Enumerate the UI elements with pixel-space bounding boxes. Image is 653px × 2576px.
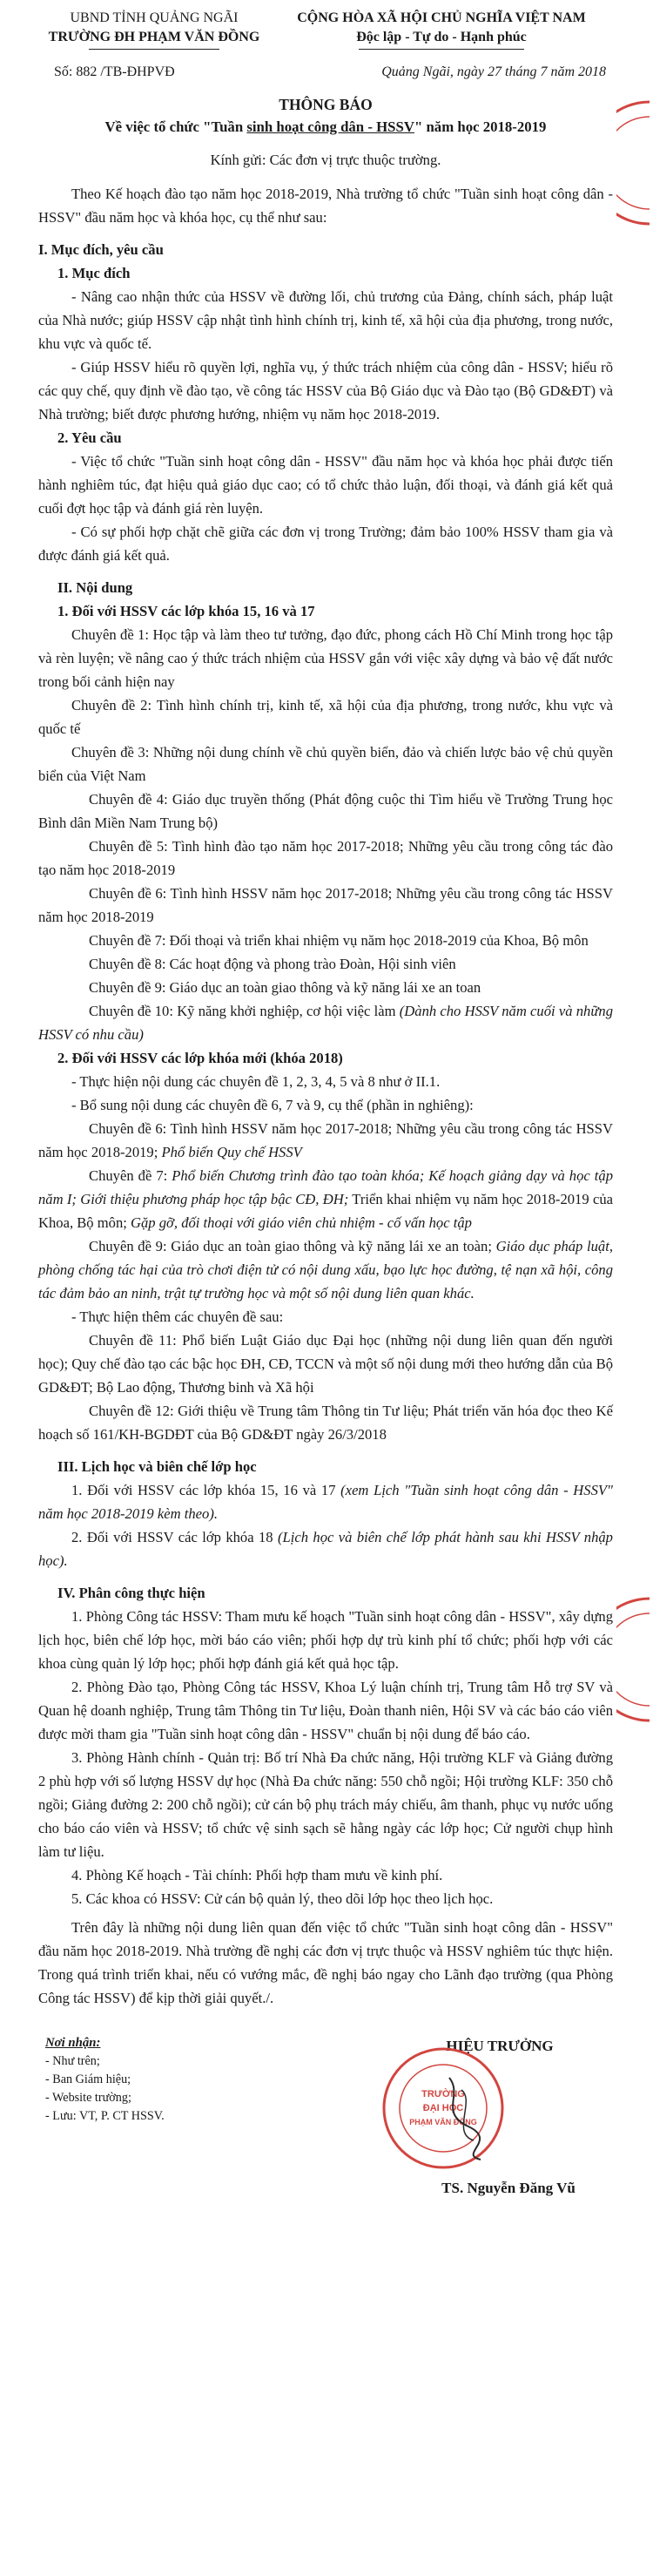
topic-item	[38, 1234, 613, 1305]
paragraph: - Nâng cao nhận thức của HSSV về đường lối, chủ trương của Đảng, chính sách, pháp luật của Nhà nước; giúp HSSV cập nhật tình hình chính trị, kinh tế, xã hội của địa phương, trong nước, khu vực và quốc tế.	[38, 288, 613, 352]
topic-text: Chuyên đề 10: Kỹ năng khởi nghiệp, cơ hội việc làm	[89, 1003, 400, 1019]
paragraph-note: (xem Lịch "Tuần sinh hoạt công dân - HSSV" năm học 2018-2019 kèm theo).	[38, 1482, 613, 1522]
section-heading: I. Mục đích, yêu cầu	[38, 241, 164, 258]
recipients-block	[38, 2034, 300, 2200]
recipient-item: - Ban Giám hiệu;	[45, 2072, 131, 2086]
topic-item: Chuyên đề 9: Giáo dục an toàn giao thông và kỹ năng lái xe an toan	[89, 979, 481, 996]
recipient-item: - Như trên;	[45, 2054, 100, 2068]
paragraph: - Việc tổ chức "Tuần sinh hoạt công dân - HSSV" đầu năm học và khóa học phải được tiến hành nghiêm túc, đạt hiệu quả giáo dục cao; có tổ chức thảo luận, đối thoại, và đánh giá kết quả cuối đợt học tập và đánh giá rèn luyện.	[38, 453, 613, 517]
paragraph: 3. Phòng Hành chính - Quản trị: Bố trí Nhà Đa chức năng, Hội trường KLF và Giảng đường 2 phù hợp với số lượng HSSV dự học (Nhà Đa chức năng: 550 chỗ ngồi; Hội trường KLF: 350 chỗ ngồi; Giảng đường 2: 200 chỗ ngồi); cử cán bộ phụ trách máy chiếu, âm thanh, phục vụ nước uống cho báo cáo viên và HSSV; tổ chức vệ sinh sạch sẽ hằng ngày các lớp học; Cử người chụp hình làm tư liệu.	[38, 1749, 613, 1860]
subject-text: Về việc tổ chức "Tuần	[104, 118, 247, 135]
paragraph: - Bổ sung nội dung các chuyên đề 6, 7 và 9, cụ thể (phần in nghiêng):	[71, 1097, 474, 1113]
issuer-name: TRƯỜNG ĐH PHẠM VĂN ĐỒNG	[48, 30, 260, 44]
signer-role: HIỆU TRƯỞNG	[446, 2038, 554, 2054]
paragraph-text: 1. Đối với HSSV các lớp khóa 15, 16 và 17	[71, 1482, 341, 1498]
topic-item	[38, 1164, 613, 1234]
topic-item: Chuyên đề 6: Tình hình HSSV năm học 2017-2018; Những yêu cầu trong công tác HSSV năm học 2018-2019	[38, 885, 613, 925]
topic-item: Chuyên đề 2: Tình hình chính trị, kinh tế, xã hội của địa phương, trong nước, khu vực và quốc tế	[38, 697, 613, 737]
subsection-heading: 2. Yêu cầu	[57, 429, 122, 446]
paragraph: 2. Phòng Đào tạo, Phòng Công tác HSSV, Khoa Lý luận chính trị, Trung tâm Hỗ trợ SV và Quan hệ doanh nghiệp, Trung tâm Thông tin Tư liệu, Đoàn thanh niên, Hội SV và các báo cáo viên được mời tham gia "Tuần sinh hoạt công dân - HSSV" chuẩn bị nội dung để báo cáo.	[38, 1679, 613, 1742]
topic-item: Chuyên đề 4: Giáo dục truyền thống (Phát động cuộc thi Tìm hiểu về Trường Trung học Bình dân Miền Nam Trung bộ)	[38, 791, 613, 831]
topic-text: Chuyên đề 6: Tình hình HSSV năm học 2017-2018; Những yêu cầu trong công tác HSSV năm học 2018-2019;	[38, 1120, 613, 1160]
topic-item: Chuyên đề 8: Các hoạt động và phong trào Đoàn, Hội sinh viên	[89, 956, 456, 972]
paragraph: 5. Các khoa có HSSV: Cử cán bộ quản lý, theo dõi lớp học theo lịch học.	[71, 1890, 494, 1907]
subject-text-underlined: sinh hoạt công dân - HSSV	[246, 118, 414, 135]
divider	[359, 49, 524, 50]
signature-block	[352, 2034, 613, 2200]
topic-item: Chuyên đề 7: Đối thoại và triển khai nhiệm vụ năm học 2018-2019 của Khoa, Bộ môn	[89, 932, 589, 949]
national-heading	[270, 9, 613, 53]
paragraph: 4. Phòng Kế hoạch - Tài chính: Phối hợp tham mưu về kinh phí.	[71, 1867, 443, 1883]
topic-note: Giáo dục pháp luật, phòng chống tác hại của trò chơi điện tử có nội dung xấu, bạo lực học đường, tệ nạn xã hội, công tác đảm bảo an ninh, trật tự trường học và một số nội dung liên quan khác.	[38, 1238, 613, 1302]
page-seal-edge-icon	[616, 98, 651, 228]
topic-text: Triển khai nhiệm vụ năm học 2018-2019 của Khoa, Bộ môn;	[38, 1191, 613, 1231]
closing-paragraph: Trên đây là những nội dung liên quan đến việc tổ chức "Tuần sinh hoạt công dân - HSSV" đầu năm học 2018-2019. Nhà trường đề nghị các đơn vị trực thuộc và HSSV nghiêm túc thực hiện. Trong quá trình triển khai, nếu có vướng mắc, đề nghị báo ngay cho Lãnh đạo trường (qua Phòng Công tác HSSV) để kịp thời giải quyết./.	[38, 1919, 613, 2006]
national-motto: Độc lập - Tự do - Hạnh phúc	[356, 30, 527, 44]
paragraph-text: 2. Đối với HSSV các lớp khóa 18	[71, 1529, 278, 1545]
recipient-item: - Lưu: VT, P. CT HSSV.	[45, 2109, 165, 2123]
topic-note: (Dành cho HSSV năm cuối và những HSSV có nhu cầu)	[38, 1003, 613, 1043]
subsection-heading: 2. Đối với HSSV các lớp khóa mới (khóa 2018)	[57, 1050, 343, 1066]
topic-item: Chuyên đề 5: Tình hình đào tạo năm học 2017-2018; Những yêu cầu trong công tác đào tạo năm học 2018-2019	[38, 838, 613, 878]
paragraph: - Thực hiện nội dung các chuyên đề 1, 2, 3, 4, 5 và 8 như ở II.1.	[71, 1073, 441, 1090]
paragraph: - Thực hiện thêm các chuyên đề sau:	[71, 1308, 284, 1325]
paragraph	[38, 1478, 613, 1525]
page-seal-edge-icon	[616, 1594, 651, 1725]
document-header	[38, 0, 613, 53]
document-footer	[38, 2034, 613, 2200]
document-title: THÔNG BÁO	[279, 96, 373, 113]
recipient-item: - Website trường;	[45, 2091, 131, 2105]
recipients-title: Nơi nhận:	[45, 2036, 101, 2050]
section-heading: II. Nội dung	[57, 579, 133, 596]
topic-item: Chuyên đề 11: Phổ biến Luật Giáo dục Đại học (những nội dung liên quan đến người học); Quy chế đào tạo các bậc học ĐH, CĐ, TCCN và một số nội dung mới theo hướng dẫn của Bộ GD&ĐT; Bộ Lao động, Thương binh và Xã hội	[38, 1332, 613, 1396]
document-subject	[38, 116, 613, 139]
issuer-parent: UBND TỈNH QUẢNG NGÃI	[70, 10, 239, 25]
document-number: Số: 882 /TB-ĐHPVĐ	[54, 64, 175, 79]
topic-item: Chuyên đề 1: Học tập và làm theo tư tưởng, đạo đức, phong cách Hồ Chí Minh trong học tập và rèn luyện; về nâng cao ý thức trách nhiệm của HSSV gắn với việc xây dựng và bảo vệ đất nước trong bối cảnh hiện nay	[38, 626, 613, 690]
paragraph	[38, 1525, 613, 1572]
official-seal-icon	[378, 2043, 508, 2174]
topic-text: Chuyên đề 9: Giáo dục an toàn giao thông và kỹ năng lái xe an toàn;	[89, 1238, 496, 1254]
seal-text: ĐẠI HỌC	[422, 2103, 464, 2113]
topic-item	[38, 1117, 613, 1164]
subject-text: " năm học 2018-2019	[414, 118, 547, 135]
section-heading: IV. Phân công thực hiện	[57, 1585, 205, 1601]
topic-note: Gặp gỡ, đối thoại với giáo viên chủ nhiệm - cố vấn học tập	[131, 1214, 472, 1231]
signer-name: TS. Nguyễn Đăng Vũ	[441, 2180, 576, 2196]
paragraph: 1. Phòng Công tác HSSV: Tham mưu kế hoạch "Tuần sinh hoạt công dân - HSSV", xây dựng lịch học, biên chế lớp học, mời báo cáo viên; phối hợp dự trù kinh phí tổ chức; phối hợp với các khoa cùng quản lý lớp học; phối hợp đánh giá kết quả học tập.	[38, 1608, 613, 1672]
issuer-block	[38, 9, 270, 53]
paragraph: - Giúp HSSV hiểu rõ quyền lợi, nghĩa vụ, ý thức trách nhiệm của công dân - HSSV; hiểu rõ các quy chế, quy định về đào tạo, về công tác HSSV của Bộ Giáo dục và Đào tạo (Bộ GD&ĐT) và Nhà trường; biết được phương hướng, nhiệm vụ năm học 2018-2019.	[38, 359, 613, 423]
seal-text: TRƯỜNG	[421, 2089, 465, 2099]
doc-meta	[38, 62, 613, 83]
topic-note: Phổ biến Chương trình đào tạo toàn khóa; Kế hoạch giảng dạy và học tập năm I; Giới thiệu phương pháp học tập bậc CĐ, ĐH;	[38, 1167, 613, 1207]
topic-note: Phổ biến Quy chế HSSV	[161, 1144, 302, 1160]
subsection-heading: 1. Đối với HSSV các lớp khóa 15, 16 và 17	[57, 603, 315, 619]
seal-text: PHẠM VĂN ĐỒNG	[409, 2118, 477, 2126]
topic-item: Chuyên đề 3: Những nội dung chính về chủ quyền biển, đảo và chiến lược bảo vệ chủ quyền biển của Việt Nam	[38, 744, 613, 784]
topic-item: Chuyên đề 12: Giới thiệu về Trung tâm Thông tin Tư liệu; Phát triển văn hóa đọc theo Kế hoạch số 161/KH-BGDĐT của Bộ GD&ĐT ngày 26/3/2018	[38, 1403, 613, 1443]
paragraph-note: (Lịch học và biên chế lớp phát hành sau khi HSSV nhập học).	[38, 1529, 613, 1569]
place-date: Quảng Ngãi, ngày 27 tháng 7 năm 2018	[381, 64, 606, 79]
section-heading: III. Lịch học và biên chế lớp học	[57, 1458, 257, 1475]
topic-text: Chuyên đề 7:	[89, 1167, 172, 1184]
country-name: CỘNG HÒA XÃ HỘI CHỦ NGHĨA VIỆT NAM	[297, 10, 586, 25]
paragraph: - Có sự phối hợp chặt chẽ giữa các đơn vị trong Trường; đảm bảo 100% HSSV tham gia và được đánh giá kết quả.	[38, 524, 613, 564]
intro-paragraph: Theo Kế hoạch đào tạo năm học 2018-2019, Nhà trường tổ chức "Tuần sinh hoạt công dân - HSSV" đầu năm học và khóa học, cụ thể như sau:	[38, 186, 613, 226]
subsection-heading: 1. Mục đích	[57, 265, 131, 281]
divider	[89, 49, 219, 50]
greeting: Kính gửi: Các đơn vị trực thuộc trường.	[210, 152, 441, 168]
topic-item	[38, 999, 613, 1046]
